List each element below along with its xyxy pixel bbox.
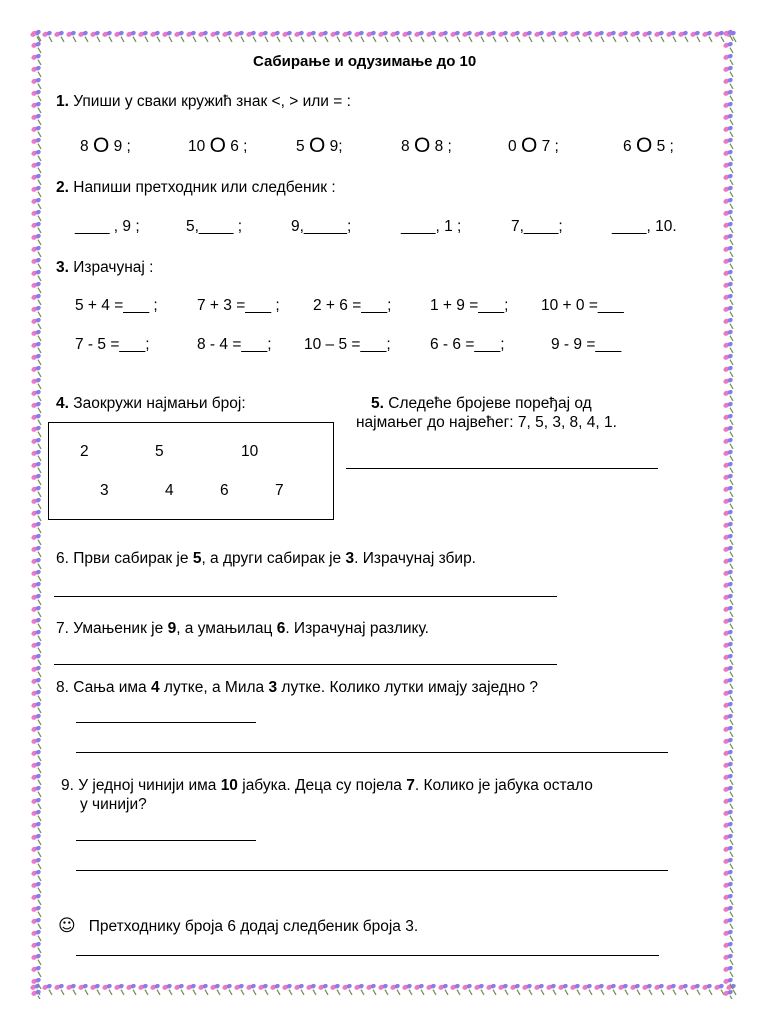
equation-item[interactable]: 2 + 6 =___;	[313, 297, 392, 314]
answer-line[interactable]	[76, 870, 668, 871]
answer-line[interactable]	[76, 955, 659, 956]
task-8-text: 8. Сања има 4 лутке, а Мила 3 лутке. Колико лутки имају заједно ?	[56, 679, 539, 696]
bonus-task-text: ☺ Претходнику броја 6 додај следбеник броја 3.	[58, 916, 419, 936]
equation-item[interactable]: 1 + 9 =___;	[430, 297, 509, 314]
compare-item: 0 O 7 ;	[508, 134, 559, 157]
answer-line[interactable]	[76, 752, 668, 753]
task-5-text: најмањег до највећег: 7, 5, 3, 8, 4, 1.	[356, 414, 617, 431]
equation-item[interactable]: 7 + 3 =___ ;	[197, 297, 280, 314]
page-title: Сабирање и одузимање до 10	[253, 53, 477, 70]
equation-item[interactable]: 8 - 4 =___;	[197, 336, 272, 353]
page-border-right	[720, 26, 740, 999]
circle-icon[interactable]: O	[308, 134, 326, 157]
task-9-text: 9. У једној чинији има 10 јабука. Деца су појела 7. Колико је јабука остало	[61, 777, 593, 794]
sequence-item[interactable]: ____, 1 ;	[401, 218, 462, 235]
sequence-item[interactable]: 7,____;	[511, 218, 563, 235]
sequence-item[interactable]: 5,____ ;	[186, 218, 243, 235]
compare-item: 8 O 8 ;	[401, 134, 452, 157]
number-option[interactable]: 7	[275, 482, 284, 499]
equation-item[interactable]: 9 - 9 =___	[551, 336, 622, 353]
number-option[interactable]: 10	[241, 443, 259, 460]
flower-border-icon	[28, 26, 48, 999]
sequence-item[interactable]: ____ , 9 ;	[75, 218, 140, 235]
circle-icon[interactable]: O	[92, 134, 110, 157]
equation-item[interactable]: 10 + 0 =___	[541, 297, 624, 314]
circle-icon[interactable]: O	[209, 134, 226, 157]
circle-icon[interactable]: O	[413, 134, 431, 157]
answer-line[interactable]	[76, 722, 256, 723]
circle-icon[interactable]: O	[520, 134, 538, 157]
task-6-text: 6. Први сабирак је 5, а други сабирак је 3. Израчунај збир.	[56, 550, 476, 567]
number-option[interactable]: 6	[220, 482, 229, 499]
task-9-text-line2: у чинији?	[80, 796, 147, 813]
flower-border-icon	[720, 26, 740, 999]
task-2-heading: 2. Напиши претходник или следбеник :	[56, 179, 336, 196]
circle-icon[interactable]: O	[635, 134, 653, 157]
number-box	[48, 422, 334, 520]
sequence-item[interactable]: ____, 10.	[612, 218, 677, 235]
answer-line[interactable]	[346, 468, 658, 469]
compare-item: 5 O 9;	[296, 134, 343, 157]
smiley-icon: ☺	[58, 916, 76, 936]
page-border-bottom	[28, 979, 740, 999]
equation-item[interactable]: 6 - 6 =___;	[430, 336, 505, 353]
task-1-heading: 1. Упиши у сваки кружић знак <, > или = :	[56, 93, 351, 110]
page-border-left	[28, 26, 48, 999]
flower-border-icon	[28, 979, 740, 999]
answer-line[interactable]	[54, 596, 557, 597]
answer-line[interactable]	[76, 840, 256, 841]
task-7-text: 7. Умањеник је 9, а умањилац 6. Израчунај разлику.	[56, 620, 429, 637]
number-option[interactable]: 3	[100, 482, 109, 499]
number-option[interactable]: 5	[155, 443, 164, 460]
sequence-item[interactable]: 9,_____;	[291, 218, 352, 235]
page-border-top	[28, 26, 740, 46]
task-4-heading: 4. Заокружи најмањи број:	[56, 395, 246, 412]
compare-item: 6 O 5 ;	[623, 134, 674, 157]
task-3-heading: 3. Израчунај :	[56, 259, 154, 276]
equation-item[interactable]: 5 + 4 =___ ;	[75, 297, 158, 314]
number-option[interactable]: 2	[80, 443, 89, 460]
flower-border-icon	[28, 26, 740, 46]
task-5-heading: 5. Следеће бројеве поређај од	[371, 395, 592, 412]
answer-line[interactable]	[54, 664, 557, 665]
equation-item[interactable]: 7 - 5 =___;	[75, 336, 150, 353]
compare-item: 8 O 9 ;	[80, 134, 131, 157]
equation-item[interactable]: 10 – 5 =___;	[304, 336, 391, 353]
compare-item: 10 O 6 ;	[188, 134, 248, 157]
number-option[interactable]: 4	[165, 482, 174, 499]
